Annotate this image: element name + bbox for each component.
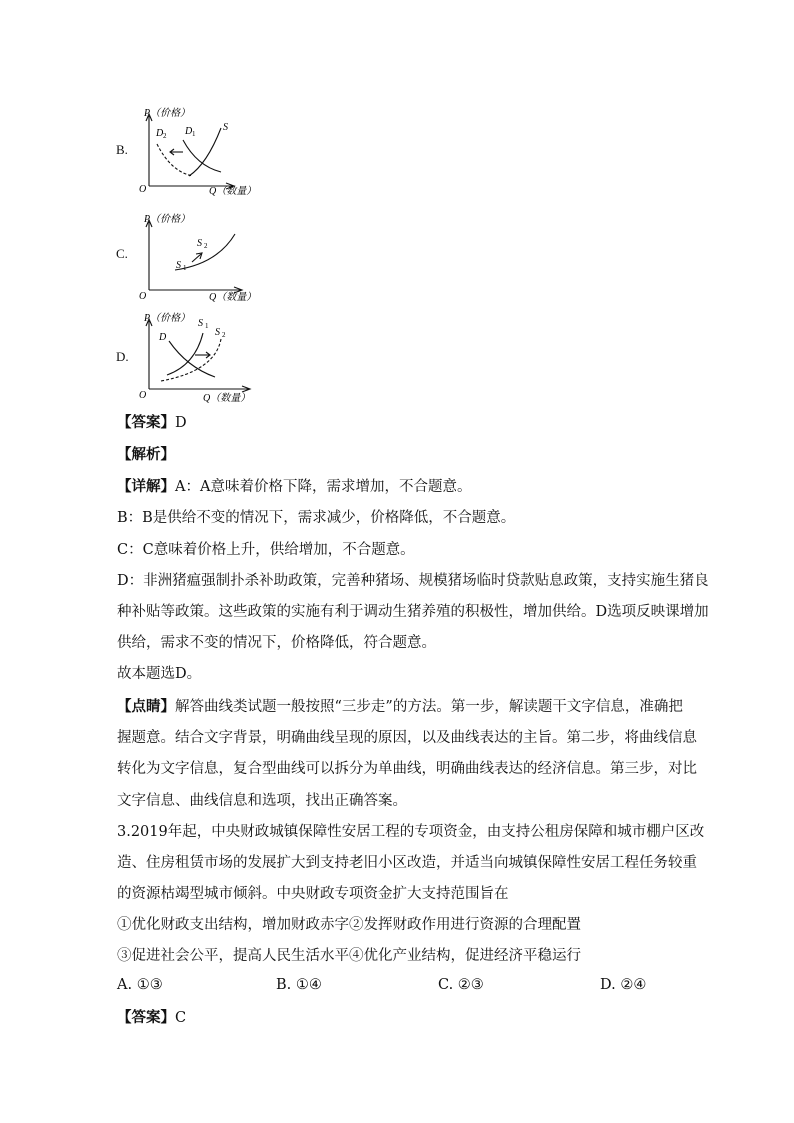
choice-d: D. ②④ [600, 977, 647, 993]
graph-b-d1-curve [183, 140, 221, 172]
tip-text-1: 解答曲线类试题一般按照“三步走”的方法。第一步，解读题干文字信息，准确把 [175, 699, 683, 715]
graph-d-x-label: Q（数量） [203, 393, 251, 404]
graph-d-origin: O [139, 390, 147, 401]
graph-b-y-label: P（价格） [144, 108, 191, 119]
graph-b [135, 104, 265, 196]
tip-line-1 [117, 697, 683, 717]
option-c-label: C. [116, 246, 128, 261]
answer3-tag: 【答案】 [117, 1009, 175, 1026]
tip-line-4: 文字信息、曲线信息和选项，找出正确答案。 [117, 793, 407, 809]
detail-line-c: C：C意味着价格上升，供给增加，不合题意。 [117, 542, 415, 558]
detail-line-a [117, 477, 471, 497]
graph-d-s1-label: S [198, 318, 203, 329]
graph-d-s1-sub: 1 [205, 322, 209, 330]
detail-line-b: B：B是供给不变的情况下，需求减少，价格降低，不合题意。 [117, 510, 516, 526]
tip-line-3: 转化为文字信息，复合型曲线可以拆分为单曲线，明确曲线表达的经济信息。第三步，对比 [117, 761, 697, 777]
tip-tag: 【点睛】 [117, 698, 175, 715]
detail-line-d1: D：非洲猪瘟强制扑杀补助政策，完善种猪场、规模猪场临时贷款贴息政策，支持实施生猪良 [117, 573, 709, 589]
analysis-line [117, 445, 175, 465]
graph-b-s-label: S [223, 122, 228, 133]
graph-b-d1-label: D [185, 126, 193, 137]
graph-d [135, 309, 265, 405]
graph-c-x-label: Q（数量） [209, 292, 257, 302]
question3-statements-1: ①优化财政支出结构，增加财政赤字②发挥财政作用进行资源的合理配置 [117, 917, 581, 933]
graph-d-s2-curve [161, 339, 221, 381]
answer-line-1 [117, 413, 187, 433]
question3-line-2: 造、住房租赁市场的发展扩大到支持老旧小区改造，并适当向城镇保障性安居工程任务较重 [117, 855, 697, 871]
graph-b-d2-curve [157, 144, 193, 176]
detail-tag: 【详解】 [117, 478, 175, 495]
graph-c-s2-label: S [197, 238, 202, 249]
graph-b-d2-label: D [156, 128, 164, 139]
question3-statements-2: ③促进社会公平，提高人民生活水平④优化产业结构，促进经济平稳运行 [117, 948, 581, 964]
detail-a-text: A：A意味着价格下降，需求增加，不合题意。 [175, 479, 472, 495]
choice-b: B. ①④ [276, 977, 322, 993]
graph-d-s2-sub: 2 [222, 331, 226, 339]
option-d-label: D. [116, 349, 129, 364]
option-b-label: B. [116, 142, 128, 157]
tip-line-2: 握题意。结合文字背景，明确曲线呈现的原因，以及曲线表达的主旨。第二步，将曲线信息 [117, 730, 697, 746]
answer-tag: 【答案】 [117, 414, 175, 431]
answer-value: D [175, 415, 187, 431]
graph-c-s2-sub: 2 [204, 242, 208, 250]
answer-line-3 [117, 1008, 186, 1028]
graph-d-s2-label: S [215, 327, 220, 338]
choice-a: A. ①③ [117, 977, 163, 993]
graph-c-s1-sub: 1 [183, 264, 187, 272]
graph-c-y-label: P（价格） [144, 214, 191, 225]
graph-c [135, 208, 265, 302]
graph-b-d2-sub: 2 [163, 132, 167, 140]
detail-line-d2: 种补贴等政策。这些政策的实施有利于调动生猪养殖的积极性，增加供给。D选项反映课增加 [117, 604, 709, 620]
graph-b-x-label: Q（数量） [209, 186, 257, 196]
choice-c: C. ②③ [438, 977, 484, 993]
graph-d-y-label: P（价格） [144, 313, 191, 324]
answer3-value: C [175, 1010, 187, 1026]
question3-line-1: 3.2019年起，中央财政城镇保障性安居工程的专项资金，由支持公租房保障和城市棚户区改 [117, 824, 705, 840]
analysis-tag: 【解析】 [117, 446, 175, 463]
graph-b-d1-sub: 1 [192, 130, 196, 138]
graph-c-s1-label: S [176, 260, 181, 271]
graph-d-d-label: D [159, 332, 167, 343]
detail-conclusion: 故本题选D。 [117, 666, 202, 682]
graph-c-shift-arrow [192, 254, 201, 262]
detail-line-d3: 供给，需求不变的情况下，价格降低，符合题意。 [117, 635, 436, 651]
question3-line-3: 的资源枯竭型城市倾斜。中央财政专项资金扩大支持范围旨在 [117, 886, 509, 902]
graph-c-origin: O [139, 291, 147, 302]
graph-b-origin: O [139, 184, 147, 195]
